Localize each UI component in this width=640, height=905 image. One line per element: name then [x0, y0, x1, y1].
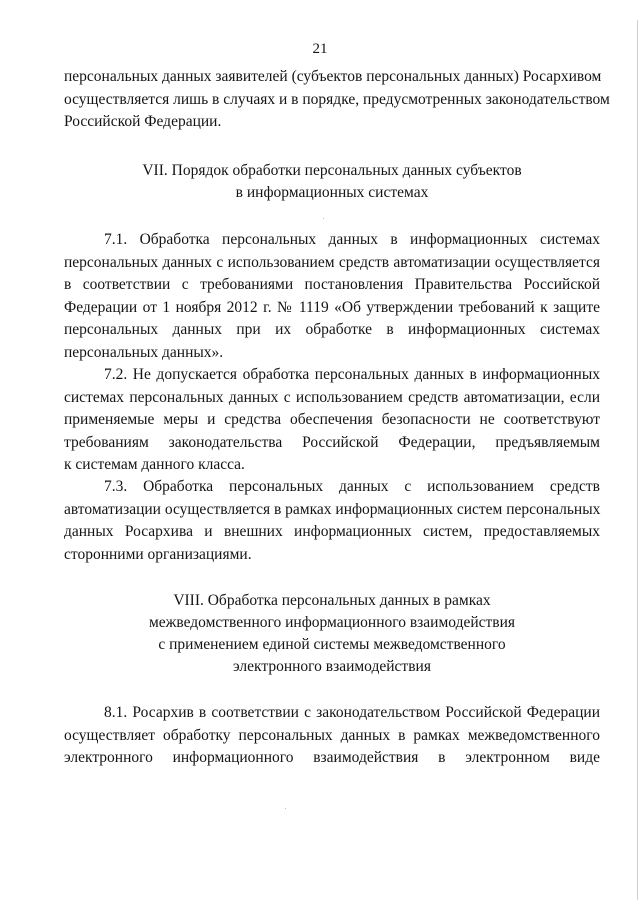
paragraph-line: системах персональных данных с использованием средств автоматизации, если: [64, 388, 600, 406]
paragraph-line: 7.1. Обработка персональных данных в информационных системах: [104, 231, 600, 248]
paragraph-7-1: [64, 229, 600, 364]
paragraph-line: персональных данных при их обработке в информационных системах: [64, 321, 600, 338]
scan-speck: [323, 218, 324, 219]
paragraph-line: требованиям законодательства Российской Федерации, предъявляемым: [64, 433, 600, 451]
paragraph-7-3: [64, 476, 600, 566]
paragraph-7-2: [64, 364, 600, 477]
intro-line: Российской Федерации.: [64, 113, 222, 130]
paragraph-line: в соответствии с требованиями постановления Правительства Российской: [64, 276, 600, 293]
paragraph-line: 7.2. Не допускается обработка персональных данных в информационных: [104, 366, 600, 383]
paragraph-line: 8.1. Росархив в соответствии с законодательством Российской Федерации: [104, 704, 600, 721]
heading-line: VII. Порядок обработки персональных данных субъектов: [142, 162, 522, 179]
paragraph-line: автоматизации осуществляется в рамках информационных систем персональных: [64, 500, 601, 518]
paragraph-8-1: [64, 702, 600, 770]
paragraph-line: электронного информационного взаимодействия в электронном виде: [64, 749, 600, 766]
paragraph-line: к системам данного класса.: [64, 456, 245, 473]
paragraph-line: данных Росархива и внешних информационных систем, предоставляемых: [64, 523, 600, 540]
heading-line: с применением единой системы межведомственного: [158, 636, 506, 653]
heading-line: электронного взаимодействия: [233, 658, 431, 675]
scan-speck: [285, 808, 286, 809]
paragraph-line: Федерации от 1 ноября 2012 г. № 1119 «Об утверждении требований к защите: [64, 298, 600, 316]
page-number: 21: [312, 41, 328, 57]
paragraph-line: осуществляет обработку персональных данных в рамках межведомственного: [64, 726, 600, 744]
heading-line: в информационных системах: [235, 184, 429, 201]
paragraph-line: сторонними организациями.: [64, 545, 252, 563]
section-7-heading: [64, 160, 600, 204]
paragraph-line: персональных данных».: [64, 343, 224, 361]
heading-line: межведомственного информационного взаимодействия: [148, 614, 516, 631]
scan-edge-line: [637, 20, 638, 900]
intro-line: персональных данных заявителей (субъектов персональных данных) Росархивом: [64, 68, 602, 85]
intro-paragraph: [64, 66, 610, 134]
section-8-heading: [64, 590, 600, 678]
paragraph-line: персональных данных с использованием средств автоматизации осуществляется: [64, 253, 600, 271]
heading-line: VIII. Обработка персональных данных в рамках: [173, 592, 491, 609]
intro-line: осуществляется лишь в случаях и в порядке, предусмотренных законодательством: [64, 90, 610, 108]
paragraph-line: применяемые меры и средства обеспечения безопасности не соответствуют: [64, 411, 600, 428]
paragraph-line: 7.3. Обработка персональных данных с использованием средств: [104, 478, 600, 495]
